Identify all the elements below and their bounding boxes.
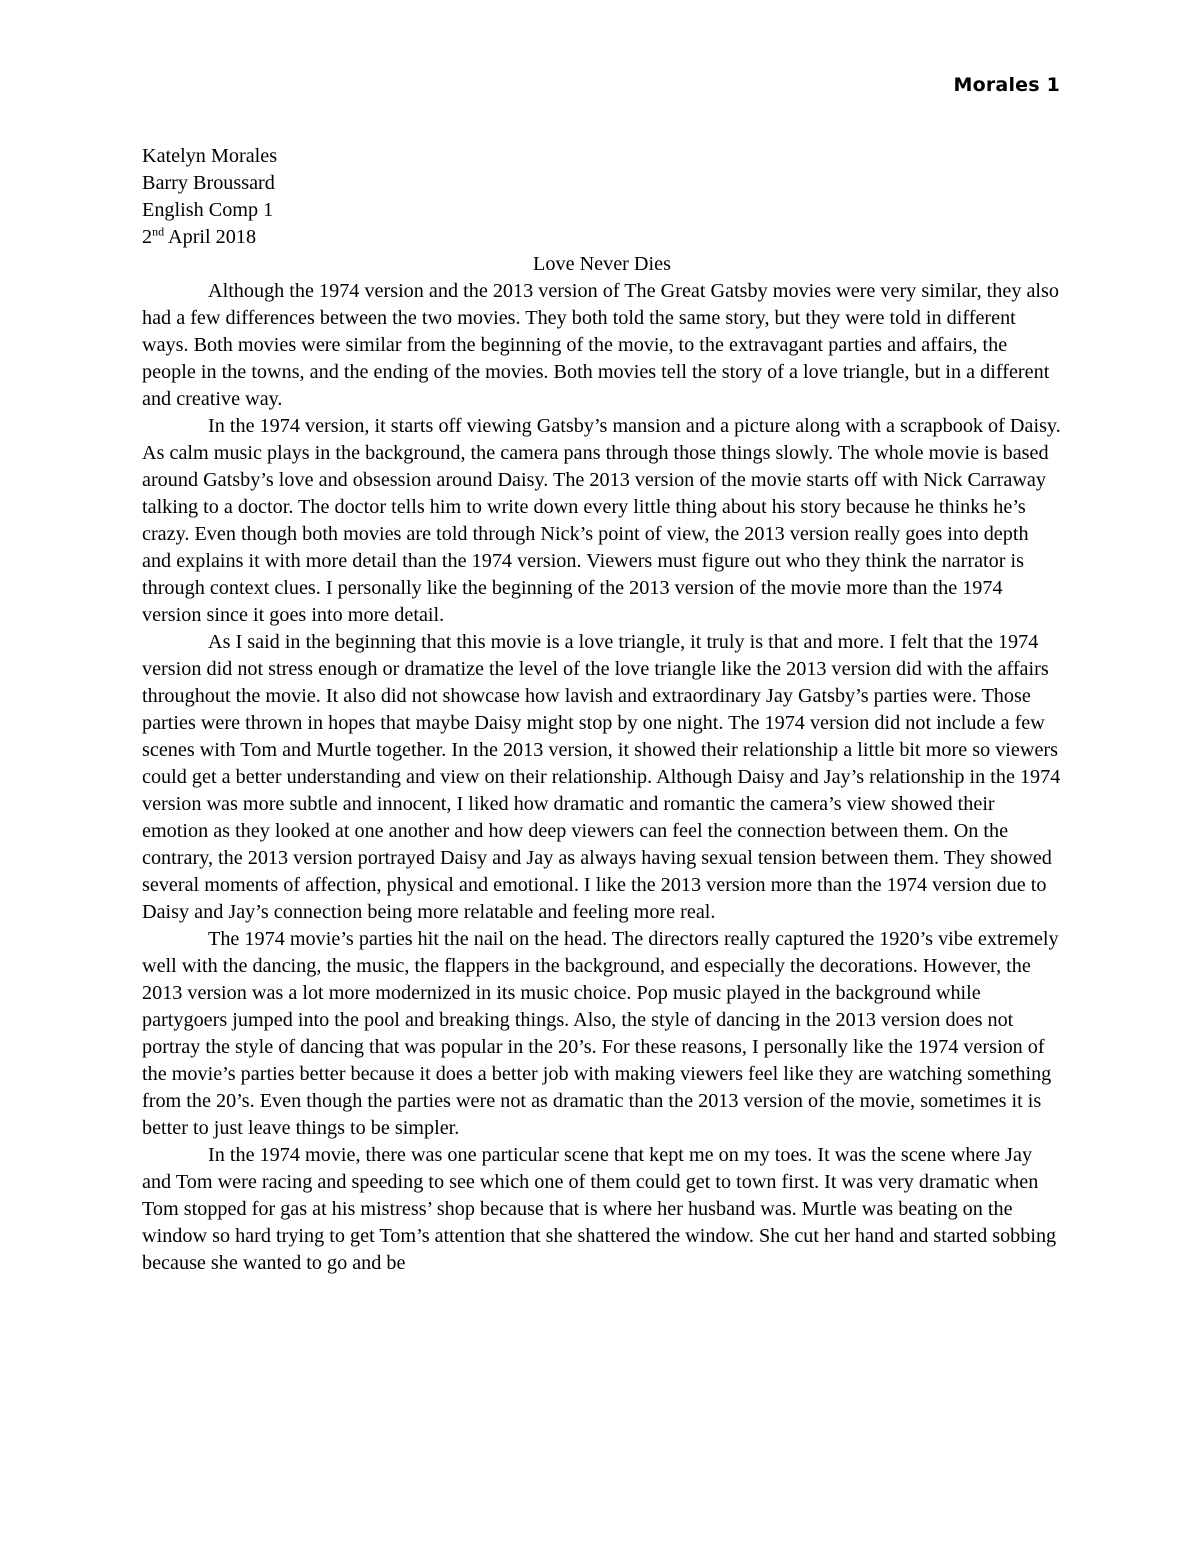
running-head: Morales 1 [953, 74, 1060, 96]
author-name: Katelyn Morales [142, 145, 278, 167]
instructor-name: Barry Broussard [142, 172, 275, 194]
paragraph-2: In the 1974 version, it starts off viewing Gatsby’s mansion and a picture along with a scrapbook of Daisy. As calm music plays in the background, the camera pans through those things slowly. The whole movie is based around Gatsby’s love and obsession around Daisy. The 2013 version of the movie starts off with Nick Carraway talking to a doctor. The doctor tells him to write down every little thing about his story because he thinks he’s crazy. Even though both movies are told through Nick’s point of view, the 2013 version really goes into depth and explains it with more detail than the 1974 version. Viewers must figure out who they think the narrator is through context clues. I personally like the beginning of the 2013 version of the movie more than the 1974 version since it goes into more detail. [142, 415, 1061, 626]
paragraph-3: As I said in the beginning that this movie is a love triangle, it truly is that and more. I felt that the 1974 version did not stress enough or dramatize the level of the love triangle like the 2013 version did with the affairs throughout the movie. It also did not showcase how lavish and extraordinary Jay Gatsby’s parties were. Those parties were thrown in hopes that maybe Daisy might stop by one night. The 1974 version did not include a few scenes with Tom and Murtle together. In the 2013 version, it showed their relationship a little bit more so viewers could get a better understanding and view on their relationship. Although Daisy and Jay’s relationship in the 1974 version was more subtle and innocent, I liked how dramatic and romantic the camera’s view showed their emotion as they looked at one another and how deep viewers can feel the connection between them. On the contrary, the 2013 version portrayed Daisy and Jay as always having sexual tension between them. They showed several moments of affection, physical and emotional. I like the 2013 version more than the 1974 version due to Daisy and Jay’s connection being more relatable and feeling more real. [142, 631, 1061, 923]
course-name: English Comp 1 [142, 199, 274, 221]
paragraph-5: In the 1974 movie, there was one particular scene that kept me on my toes. It was the scene where Jay and Tom were racing and speeding to see which one of them could get to town first. It was very dramatic when Tom stopped for gas at his mistress’ shop because that is where her husband was. Murtle was beating on the window so hard trying to get Tom’s attention that she shattered the window. She cut her hand and started sobbing because she wanted to go and be [142, 1144, 1057, 1274]
date-rest: April 2018 [164, 226, 257, 248]
essay-date [142, 224, 1062, 251]
date-day: 2 [142, 226, 153, 248]
date-suffix: nd [152, 224, 165, 239]
paragraph-4: The 1974 movie’s parties hit the nail on the head. The directors really captured the 1920’s vibe extremely well with the dancing, the music, the flappers in the background, and especially the decorations. However, the 2013 version was a lot more modernized in its music choice. Pop music played in the background while partygoers jumped into the pool and breaking things. Also, the style of dancing in the 2013 version does not portray the style of dancing that was popular in the 20’s. For these reasons, I personally like the 1974 version of the movie’s parties better because it does a better job with making viewers feel like they are watching something from the 20’s. Even though the parties were not as dramatic than the 2013 version of the movie, sometimes it is better to just leave things to be simpler. [142, 928, 1059, 1139]
essay-body [142, 143, 1062, 1277]
paragraph-1: Although the 1974 version and the 2013 version of The Great Gatsby movies were very similar, they also had a few differences between the two movies. They both told the same story, but they were told in different ways. Both movies were similar from the beginning of the movie, to the extravagant parties and affairs, the people in the towns, and the ending of the movies. Both movies tell the story of a love triangle, but in a different and creative way. [142, 280, 1059, 410]
essay-title: Love Never Dies [533, 253, 671, 275]
